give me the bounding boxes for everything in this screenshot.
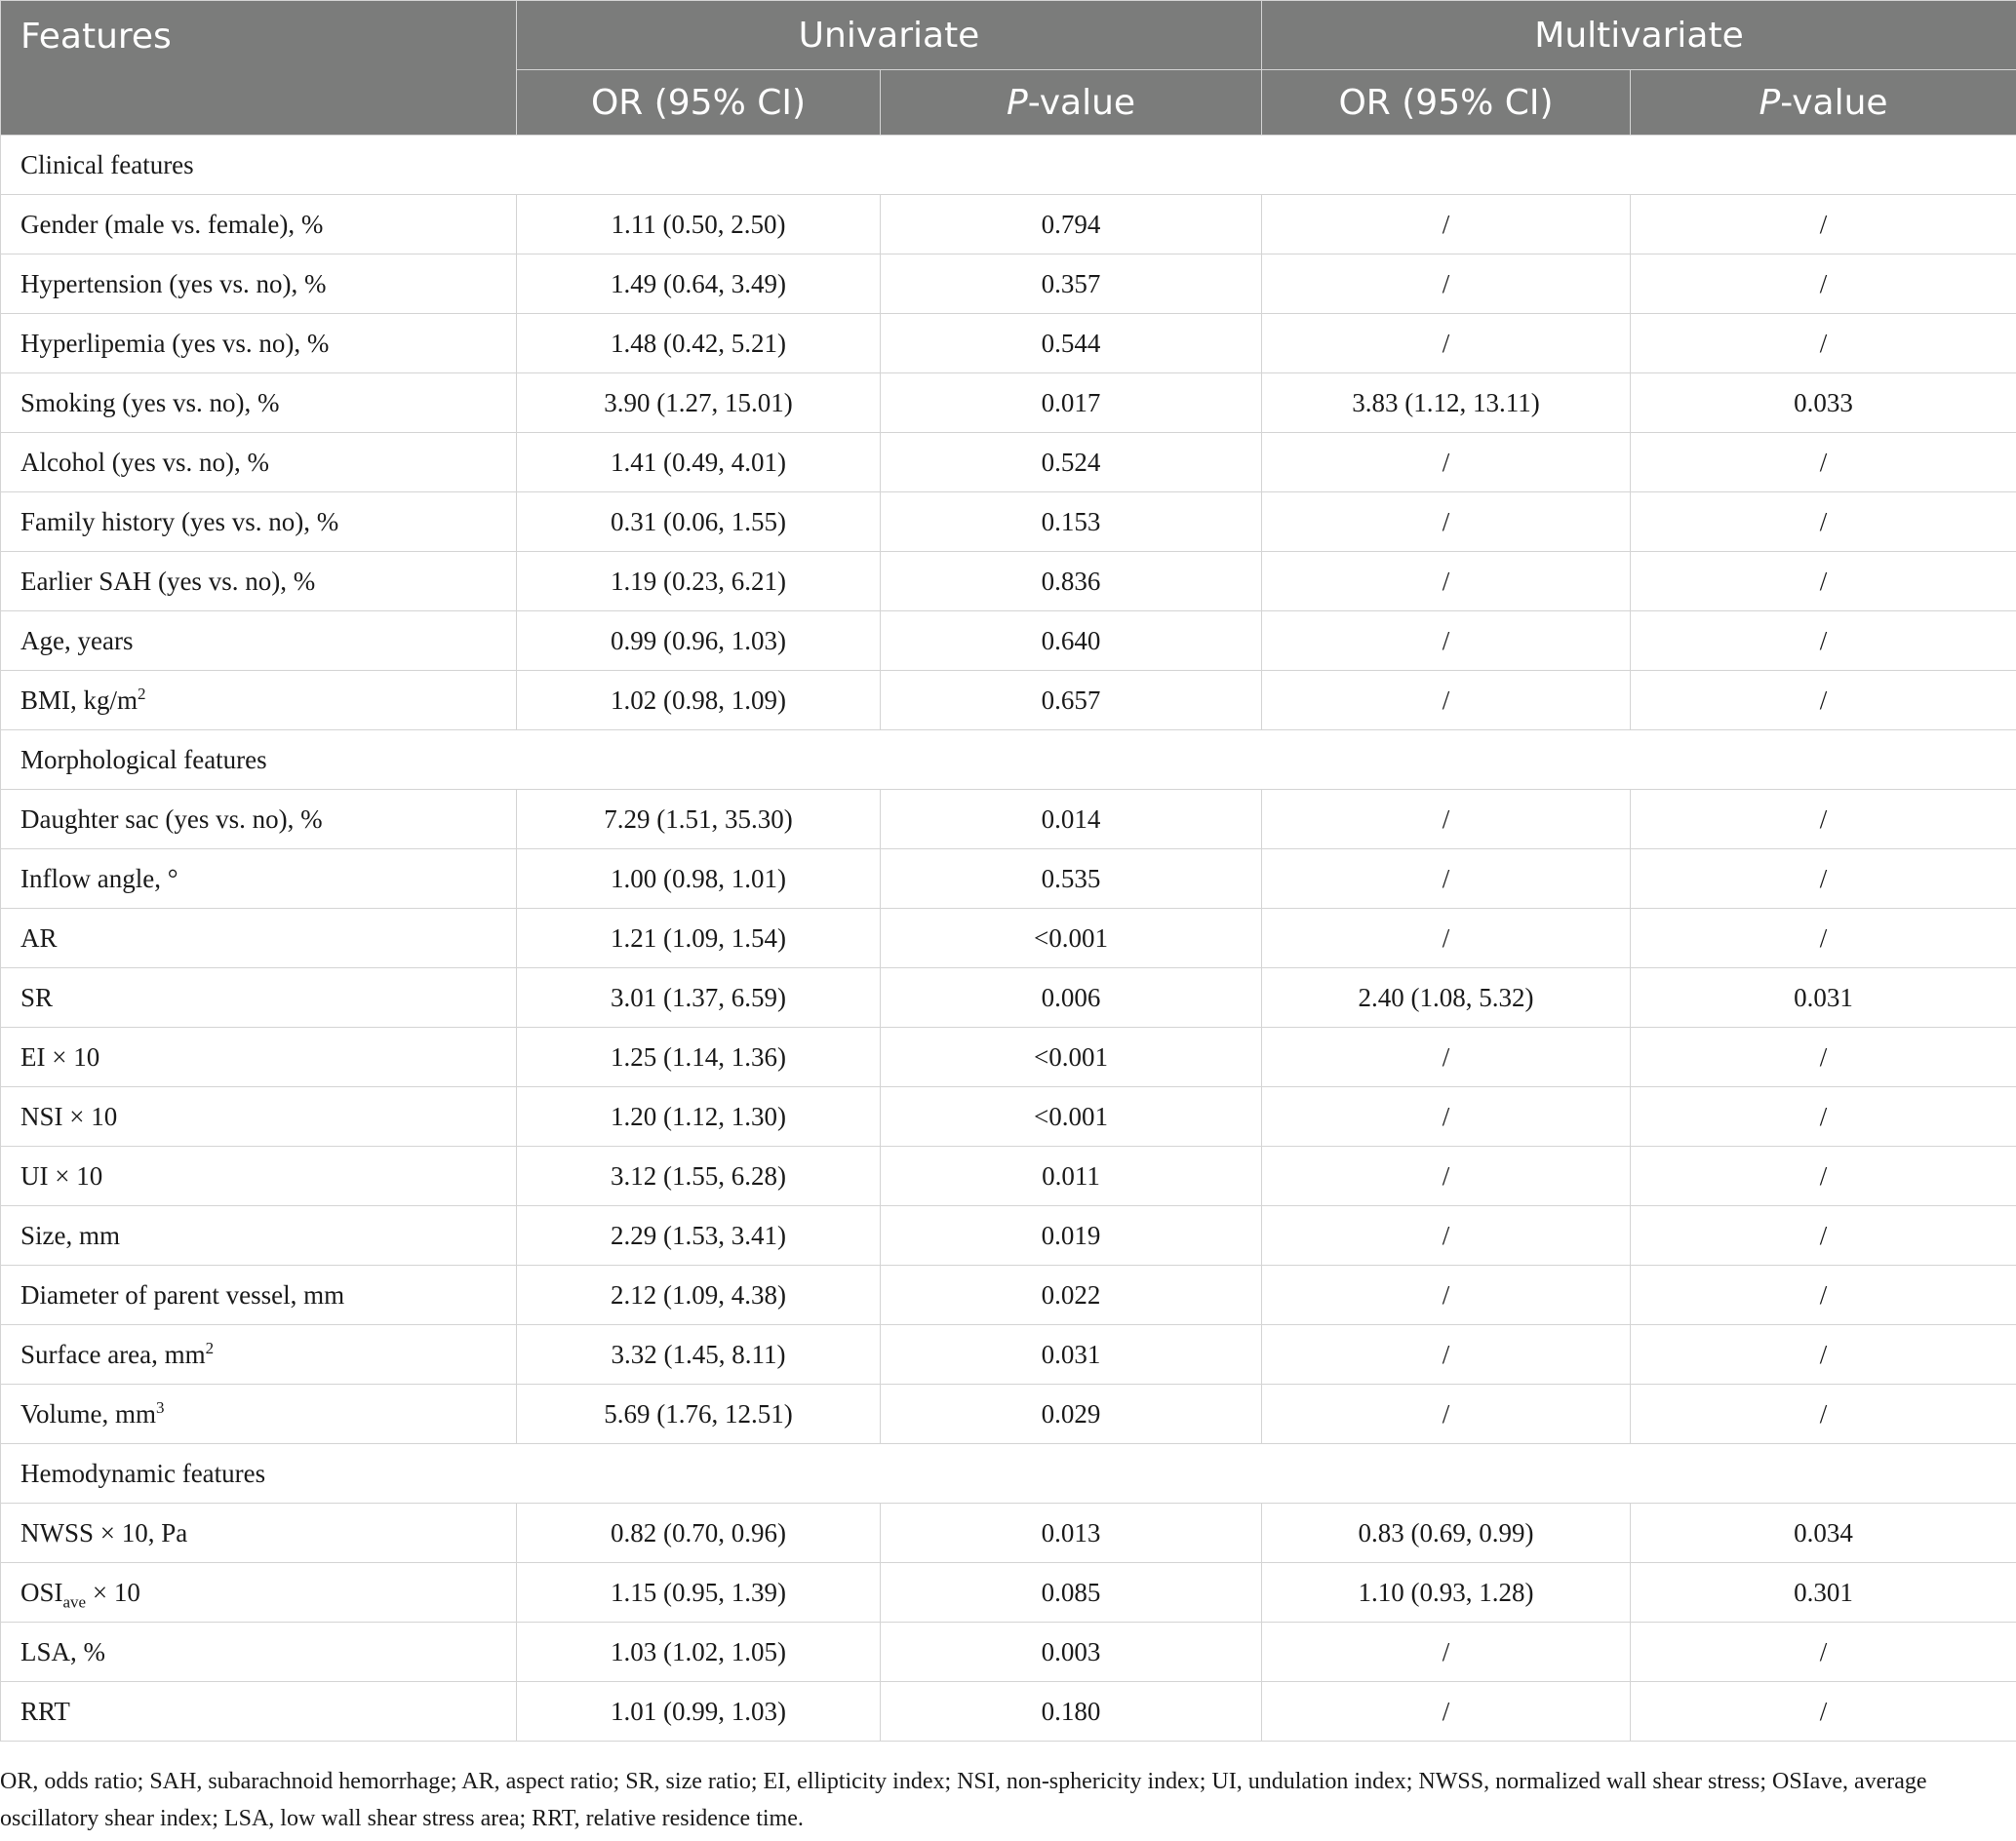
table-row [1, 1623, 2016, 1682]
table-row [1, 1385, 2016, 1444]
feature-label: UI × 10 [1, 1147, 517, 1206]
multivariate-or-cell: / [1262, 1206, 1631, 1266]
feature-label: Diameter of parent vessel, mm [1, 1266, 517, 1325]
multivariate-p-cell: 0.031 [1631, 968, 2016, 1028]
univariate-p-cell: 0.657 [881, 671, 1262, 730]
multivariate-or-cell: / [1262, 790, 1631, 849]
univariate-p-cell: <0.001 [881, 1087, 1262, 1147]
section-title: Clinical features [1, 136, 2016, 195]
univariate-or-cell: 1.02 (0.98, 1.09) [517, 671, 881, 730]
univariate-p-cell: 0.640 [881, 611, 1262, 671]
multi-or-header: OR (95% CI) [1262, 70, 1631, 136]
multivariate-p-cell: / [1631, 1682, 2016, 1742]
multivariate-p-cell: / [1631, 849, 2016, 909]
feature-label: Gender (male vs. female), % [1, 195, 517, 255]
feature-label: LSA, % [1, 1623, 517, 1682]
multivariate-p-cell: 0.301 [1631, 1563, 2016, 1623]
multivariate-or-cell: / [1262, 314, 1631, 373]
univariate-or-cell: 1.19 (0.23, 6.21) [517, 552, 881, 611]
table-row [1, 1266, 2016, 1325]
univariate-p-cell: 0.794 [881, 195, 1262, 255]
feature-label: $OSI_{ave} \times 10$ [1, 1563, 517, 1623]
section-title: Morphological features [1, 730, 2016, 790]
univariate-p-cell: 0.085 [881, 1563, 1262, 1623]
univariate-or-cell: 5.69 (1.76, 12.51) [517, 1385, 881, 1444]
multivariate-p-cell: / [1631, 671, 2016, 730]
multivariate-p-cell: / [1631, 1087, 2016, 1147]
section-row [1, 730, 2016, 790]
univariate-p-cell: 0.011 [881, 1147, 1262, 1206]
multivariate-or-cell: / [1262, 1623, 1631, 1682]
multivariate-or-cell: / [1262, 611, 1631, 671]
univariate-p-cell: 0.006 [881, 968, 1262, 1028]
table-row [1, 195, 2016, 255]
table-row [1, 1563, 2016, 1623]
multivariate-or-cell: / [1262, 1087, 1631, 1147]
multivariate-or-cell: / [1262, 1147, 1631, 1206]
features-header: Features [1, 1, 517, 136]
multivariate-header: Multivariate [1262, 1, 2016, 70]
univariate-or-cell: 1.11 (0.50, 2.50) [517, 195, 881, 255]
multivariate-or-cell: / [1262, 492, 1631, 552]
feature-label: Size, mm [1, 1206, 517, 1266]
feature-label: RRT [1, 1682, 517, 1742]
feature-label: Hypertension (yes vs. no), % [1, 255, 517, 314]
univariate-p-cell: <0.001 [881, 1028, 1262, 1087]
table-row [1, 1087, 2016, 1147]
multivariate-or-cell: / [1262, 671, 1631, 730]
multivariate-p-cell: / [1631, 1206, 2016, 1266]
table-row [1, 849, 2016, 909]
multivariate-or-cell: / [1262, 1028, 1631, 1087]
univariate-or-cell: 1.49 (0.64, 3.49) [517, 255, 881, 314]
multivariate-or-cell: / [1262, 1325, 1631, 1385]
feature-label: BMI, $kg/m^2$ [1, 671, 517, 730]
univariate-p-cell: 0.029 [881, 1385, 1262, 1444]
univariate-or-cell: 3.12 (1.55, 6.28) [517, 1147, 881, 1206]
multivariate-p-cell: / [1631, 1385, 2016, 1444]
multivariate-or-cell: / [1262, 909, 1631, 968]
table-row [1, 1325, 2016, 1385]
univariate-p-cell: 0.014 [881, 790, 1262, 849]
univariate-or-cell: 1.41 (0.49, 4.01) [517, 433, 881, 492]
univariate-p-cell: 0.180 [881, 1682, 1262, 1742]
univariate-or-cell: 3.32 (1.45, 8.11) [517, 1325, 881, 1385]
multivariate-p-cell: / [1631, 1028, 2016, 1087]
multivariate-or-cell: 1.10 (0.93, 1.28) [1262, 1563, 1631, 1623]
feature-label: NSI × 10 [1, 1087, 517, 1147]
univariate-or-cell: 1.48 (0.42, 5.21) [517, 314, 881, 373]
multivariate-or-cell: 2.40 (1.08, 5.32) [1262, 968, 1631, 1028]
univariate-p-cell: 0.836 [881, 552, 1262, 611]
table-row [1, 1504, 2016, 1563]
multivariate-or-cell: / [1262, 433, 1631, 492]
feature-label: Family history (yes vs. no), % [1, 492, 517, 552]
univariate-p-cell: 0.535 [881, 849, 1262, 909]
uni-p-header: P-value [881, 70, 1262, 136]
multivariate-p-cell: / [1631, 314, 2016, 373]
univariate-or-cell: 1.15 (0.95, 1.39) [517, 1563, 881, 1623]
multivariate-or-cell: / [1262, 195, 1631, 255]
table-row [1, 255, 2016, 314]
multivariate-p-cell: / [1631, 552, 2016, 611]
multivariate-p-cell: / [1631, 255, 2016, 314]
table-row [1, 492, 2016, 552]
feature-label: Earlier SAH (yes vs. no), % [1, 552, 517, 611]
univariate-p-cell: 0.524 [881, 433, 1262, 492]
feature-label: SR [1, 968, 517, 1028]
table-row [1, 552, 2016, 611]
feature-label: EI × 10 [1, 1028, 517, 1087]
feature-label: Inflow angle, ° [1, 849, 517, 909]
feature-label: Hyperlipemia (yes vs. no), % [1, 314, 517, 373]
univariate-or-cell: 1.20 (1.12, 1.30) [517, 1087, 881, 1147]
multivariate-p-cell: / [1631, 433, 2016, 492]
multi-p-header: P-value [1631, 70, 2016, 136]
multivariate-or-cell: / [1262, 552, 1631, 611]
multivariate-or-cell: 0.83 (0.69, 0.99) [1262, 1504, 1631, 1563]
multivariate-or-cell: / [1262, 1385, 1631, 1444]
univariate-p-cell: 0.031 [881, 1325, 1262, 1385]
univariate-or-cell: 7.29 (1.51, 35.30) [517, 790, 881, 849]
table-header [1, 1, 2016, 136]
feature-label: NWSS × 10, Pa [1, 1504, 517, 1563]
univariate-p-cell: 0.003 [881, 1623, 1262, 1682]
table-row [1, 1206, 2016, 1266]
table-row [1, 968, 2016, 1028]
feature-label: AR [1, 909, 517, 968]
feature-label: Smoking (yes vs. no), % [1, 373, 517, 433]
feature-label: Volume, $mm^3$ [1, 1385, 517, 1444]
univariate-p-cell: 0.544 [881, 314, 1262, 373]
univariate-p-cell: 0.153 [881, 492, 1262, 552]
table-row [1, 433, 2016, 492]
feature-label: Daughter sac (yes vs. no), % [1, 790, 517, 849]
univariate-or-cell: 3.90 (1.27, 15.01) [517, 373, 881, 433]
univariate-p-cell: 0.022 [881, 1266, 1262, 1325]
univariate-or-cell: 1.03 (1.02, 1.05) [517, 1623, 881, 1682]
table-row [1, 909, 2016, 968]
multivariate-p-cell: 0.033 [1631, 373, 2016, 433]
univariate-p-cell: 0.017 [881, 373, 1262, 433]
multivariate-p-cell: / [1631, 1623, 2016, 1682]
multivariate-or-cell: / [1262, 1682, 1631, 1742]
univariate-or-cell: 1.25 (1.14, 1.36) [517, 1028, 881, 1087]
table-row [1, 790, 2016, 849]
univariate-or-cell: 0.99 (0.96, 1.03) [517, 611, 881, 671]
table-row [1, 1028, 2016, 1087]
section-row [1, 1444, 2016, 1504]
table-footnote: OR, odds ratio; SAH, subarachnoid hemorrhage; AR, aspect ratio; SR, size ratio; EI, ellipticity index; NSI, non-sphericity index; UI, undulation index; NWSS, normalized wall shear stress; OSIave, average oscillatory shear index; LSA, low wall shear stress area; RRT, relative residence time. [0, 1769, 1927, 1831]
multivariate-p-cell: / [1631, 790, 2016, 849]
multivariate-p-cell: / [1631, 1325, 2016, 1385]
multivariate-or-cell: / [1262, 255, 1631, 314]
univariate-or-cell: 2.29 (1.53, 3.41) [517, 1206, 881, 1266]
univariate-or-cell: 3.01 (1.37, 6.59) [517, 968, 881, 1028]
univariate-p-cell: 0.357 [881, 255, 1262, 314]
section-row [1, 136, 2016, 195]
univariate-p-cell: 0.013 [881, 1504, 1262, 1563]
multivariate-or-cell: 3.83 (1.12, 13.11) [1262, 373, 1631, 433]
uni-or-header: OR (95% CI) [517, 70, 881, 136]
feature-label: Age, years [1, 611, 517, 671]
multivariate-p-cell: / [1631, 492, 2016, 552]
table-row [1, 1147, 2016, 1206]
univariate-or-cell: 1.01 (0.99, 1.03) [517, 1682, 881, 1742]
univariate-or-cell: 2.12 (1.09, 4.38) [517, 1266, 881, 1325]
univariate-header: Univariate [517, 1, 1262, 70]
multivariate-p-cell: 0.034 [1631, 1504, 2016, 1563]
univariate-or-cell: 1.21 (1.09, 1.54) [517, 909, 881, 968]
univariate-p-cell: <0.001 [881, 909, 1262, 968]
table-row [1, 611, 2016, 671]
table-body [1, 136, 2016, 1742]
section-title: Hemodynamic features [1, 1444, 2016, 1504]
multivariate-or-cell: / [1262, 1266, 1631, 1325]
multivariate-p-cell: / [1631, 195, 2016, 255]
univariate-or-cell: 1.00 (0.98, 1.01) [517, 849, 881, 909]
multivariate-p-cell: / [1631, 909, 2016, 968]
multivariate-p-cell: / [1631, 1266, 2016, 1325]
feature-label: Surface area, $mm^2$ [1, 1325, 517, 1385]
univariate-or-cell: 0.31 (0.06, 1.55) [517, 492, 881, 552]
univariate-p-cell: 0.019 [881, 1206, 1262, 1266]
feature-label: Alcohol (yes vs. no), % [1, 433, 517, 492]
multivariate-or-cell: / [1262, 849, 1631, 909]
table-row [1, 314, 2016, 373]
table-row [1, 373, 2016, 433]
multivariate-p-cell: / [1631, 1147, 2016, 1206]
table-row [1, 1682, 2016, 1742]
multivariate-p-cell: / [1631, 611, 2016, 671]
univariate-or-cell: 0.82 (0.70, 0.96) [517, 1504, 881, 1563]
table-row [1, 671, 2016, 730]
